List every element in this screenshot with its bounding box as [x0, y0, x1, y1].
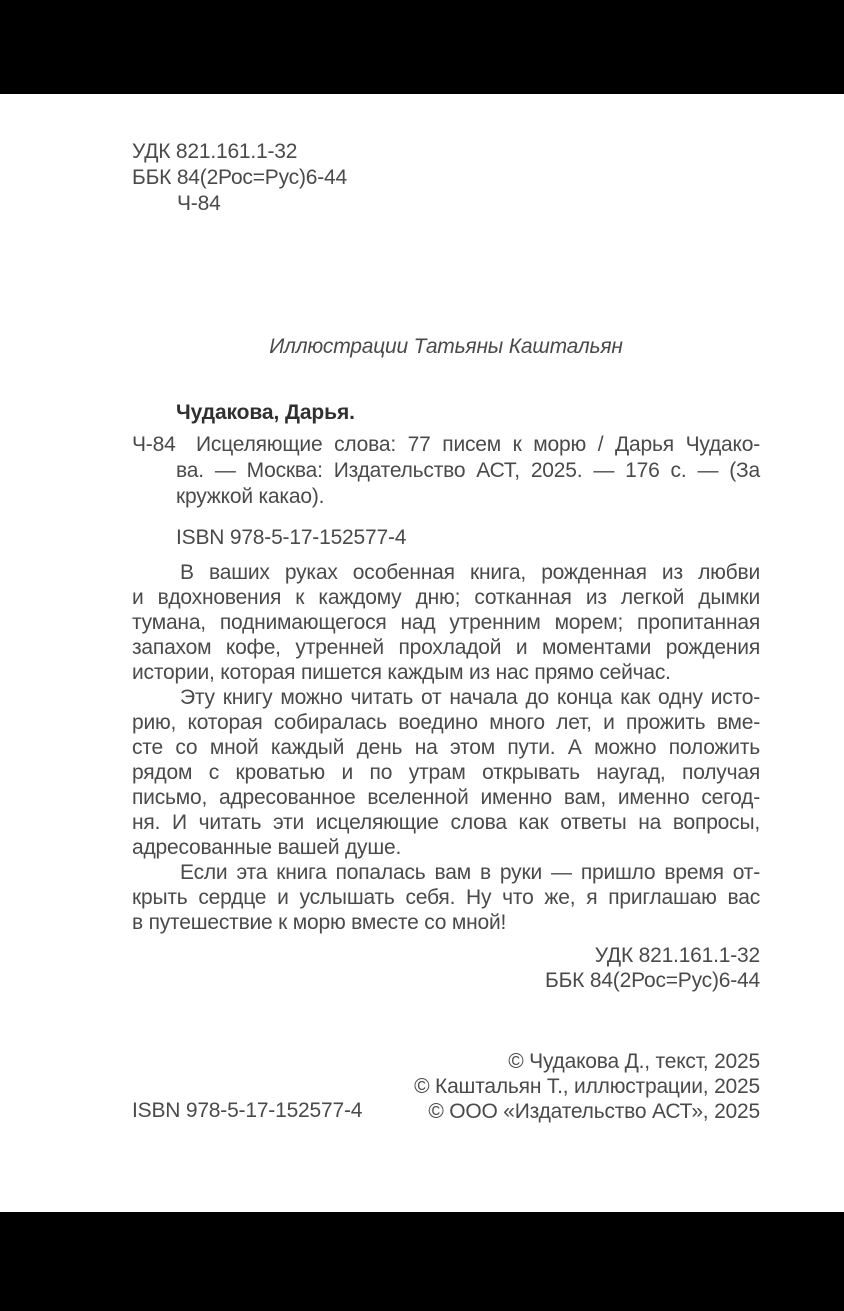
udk-code: УДК 821.161.1-32	[132, 140, 298, 163]
annotation-line: Эту книгу можно читать от начала до конца как одну исто-	[180, 686, 760, 709]
foot-codes-block	[132, 943, 760, 993]
annotation-line: ня. И читать эти исцеляющие слова как ответы на вопросы,	[132, 811, 760, 834]
catalog-entry	[132, 432, 760, 510]
annotation-paragraph	[132, 560, 760, 685]
annotation-paragraph	[132, 860, 760, 935]
udk-code-footer: УДК 821.161.1-32	[594, 944, 760, 967]
annotation-paragraph	[132, 685, 760, 860]
isbn-top: ISBN 978-5-17-152577-4	[176, 526, 407, 549]
head-codes-block	[132, 139, 347, 217]
bottom-letterbox-bar	[0, 1212, 844, 1311]
annotation-line: в путешествие к морю вместе со мной!	[132, 911, 507, 934]
annotation-line: письмо, адресованное вселенной именно вам, именно сегод-	[132, 786, 760, 809]
annotation-line: адресованные вашей душе.	[132, 836, 402, 859]
annotation-line: В ваших руках особенная книга, рожденная из любви	[180, 561, 760, 584]
annotation-line: тумана, поднимающегося над утренним морем; пропитанная	[132, 611, 760, 634]
bbk-code: ББК 84(2Рос=Рус)6-44	[132, 166, 347, 189]
catalog-line: Исцеляющие слова: 77 писем к морю / Дарья Чудако-	[196, 433, 760, 456]
catalog-line: ва. — Москва: Издательство АСТ, 2025. — 176 с. — (За	[176, 459, 760, 482]
catalog-entry-body	[176, 432, 760, 510]
copyright-line: © Чудакова Д., текст, 2025	[508, 1050, 760, 1073]
catalog-line: кружкой какао).	[176, 485, 325, 508]
annotation-line: рядом с кроватью и по утрам открывать наугад, получая	[132, 761, 760, 784]
annotation-text	[132, 560, 760, 935]
annotation-line: сте со мной каждый день на этом пути. А можно положить	[132, 736, 760, 759]
annotation-line: и вдохновения к каждому дню; сотканная из легкой дымки	[132, 586, 760, 609]
top-letterbox-bar	[0, 0, 844, 94]
isbn-bottom: ISBN 978-5-17-152577-4	[132, 1099, 363, 1122]
annotation-line: Если эта книга попалась вам в руки — пришло время от-	[180, 861, 760, 884]
copyright-line: © ООО «Издательство АСТ», 2025	[428, 1100, 760, 1123]
annotation-line: крыть сердце и услышать себя. Ну что же, я приглашаю вас	[132, 886, 760, 909]
annotation-line: рию, которая собиралась воедино много лет, и прожить вме-	[132, 711, 760, 734]
annotation-line: истории, которая пишется каждым из нас прямо сейчас.	[132, 661, 671, 684]
copyright-line: © Каштальян Т., иллюстрации, 2025	[414, 1075, 760, 1098]
catalog-author-code: Ч-84	[132, 433, 176, 456]
illustrations-credit: Иллюстрации Татьяны Каштальян	[269, 335, 623, 358]
author-heading: Чудакова, Дарья.	[176, 401, 355, 424]
author-sign-code: Ч-84	[177, 192, 221, 215]
annotation-line: запахом кофе, утренней прохладой и моментами рождения	[132, 636, 760, 659]
bbk-code-footer: ББК 84(2Рос=Рус)6-44	[545, 969, 760, 992]
